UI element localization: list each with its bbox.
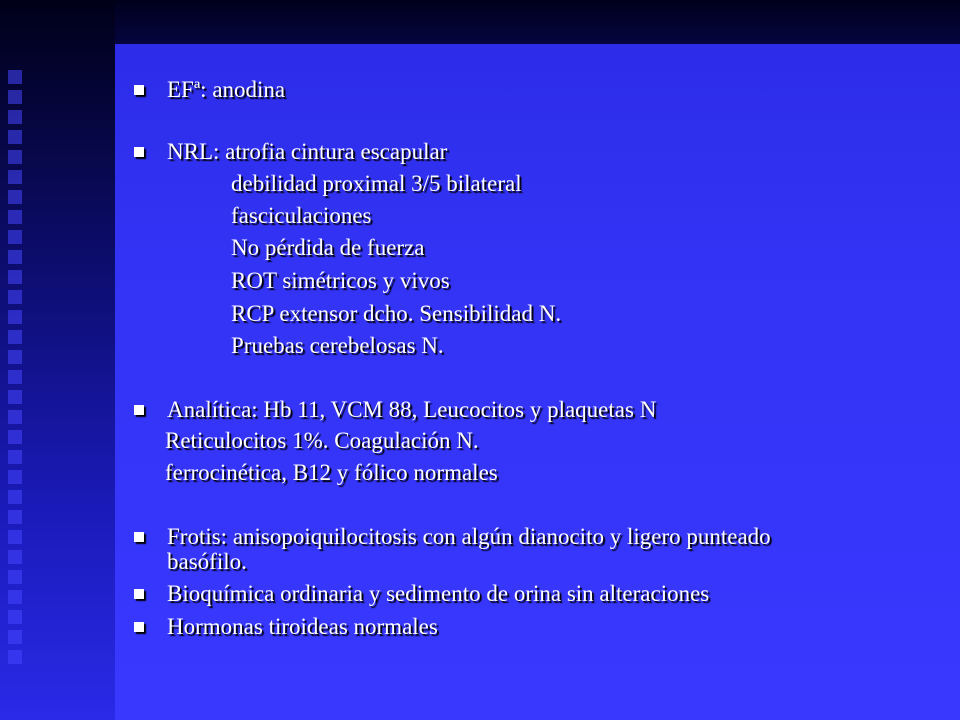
continuation-text: ferrocinética, B12 y fólico normales [165,460,498,485]
continuation-text: basófilo. [167,549,247,574]
square-bullet-icon [134,589,144,599]
sub-item-text: RCP extensor dcho. Sensibilidad N. [231,301,562,326]
square-bullet-icon [134,405,144,415]
sub-item-text: debilidad proximal 3/5 bilateral [231,171,522,196]
sub-item-text: ROT simétricos y vivos [231,268,450,293]
bullet-text: Analítica: Hb 11, VCM 88, Leucocitos y plaquetas N [167,397,657,422]
square-bullet-icon [134,85,144,95]
bullet-text: Hormonas tiroideas normales [167,614,438,639]
square-bullet-icon [134,532,144,542]
bullet-text: Frotis: anisopoiquilocitosis con algún dianocito y ligero punteado [167,524,771,549]
bullet-text: Bioquímica ordinaria y sedimento de orina sin alteraciones [167,581,710,606]
sub-item-text: fasciculaciones [231,203,372,228]
continuation-text: Reticulocitos 1%. Coagulación N. [165,428,479,453]
bullet-text: NRL: atrofia cintura escapular [167,139,448,164]
sub-item-text: No pérdida de fuerza [231,235,425,260]
sub-item-text: Pruebas cerebelosas N. [231,333,444,358]
square-bullet-icon [134,147,144,157]
bullet-text: EFª: anodina [167,77,286,102]
square-bullet-icon [134,622,144,632]
